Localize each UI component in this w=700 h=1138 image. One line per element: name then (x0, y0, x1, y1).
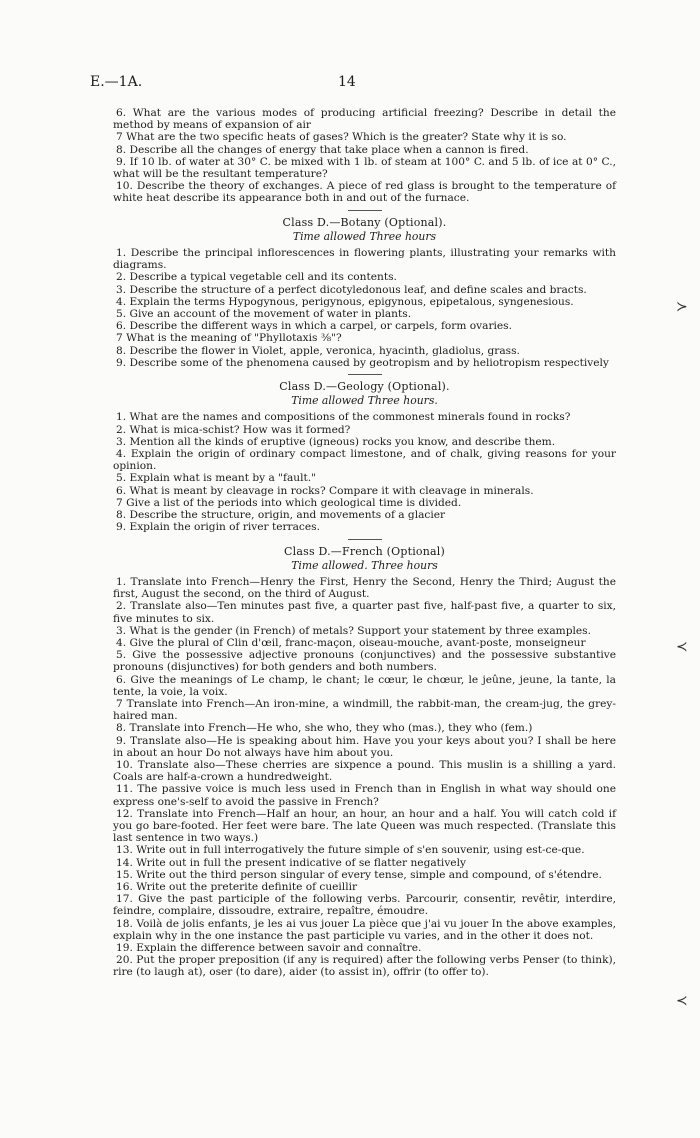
question: 9. Describe some of the phenomena caused by geotropism and by heliotropism respectively (116, 356, 609, 369)
french-section (113, 546, 616, 979)
question: 3. Mention all the kinds of eruptive (igneous) rocks you know, and describe them. (116, 435, 556, 448)
question: 7 Translate into French—An iron-mine, a windmill, the rabbit-man, the cream-jug, the grey-haired man. (113, 697, 616, 723)
question: 3. What is the gender (in French) of metals? Support your statement by three examples. (116, 624, 591, 637)
question: 7 Give a list of the periods into which geological time is divided. (116, 496, 462, 509)
question: 1. Translate into French—Henry the First, Henry the Second, Henry the Third; August the first, August the second, on the third of August. (113, 575, 616, 601)
section-title: Class D.—French (Optional) (284, 544, 445, 558)
margin-binding-mark: ≺ (676, 993, 688, 1009)
time-allowed: Time allowed Three hours (292, 229, 437, 243)
question: 11. The passive voice is much less used in French than in English in what way should one express one's-self to avoid the passive in French? (113, 783, 616, 808)
question: 10. Translate also—These cherries are sixpence a pound. This muslin is a shilling a yard. Coals are half-a-crown a hundredweight. (113, 758, 616, 784)
question: 20. Put the proper preposition (if any is required) after the following verbs Penser (to think), rire (to laugh at), oser (to dare), aider (to assist in), offrir (to offer to). (113, 954, 616, 979)
question: 6. Give the meanings of Le champ, le chant; le cœur, le chœur, le jeûne, jeune, la tante, la tente, la voie, la voix. (113, 673, 616, 698)
section-divider (348, 210, 382, 211)
question: 15. Write out the third person singular of every tense, simple and compound, of s'étendre. (116, 868, 602, 881)
botany-section (113, 217, 616, 369)
question: 9. If 10 lb. of water at 30° C. be mixed with 1 lb. of steam at 100° C. and 5 lb. of ice at 0° C., what will be the resultant temperature? (113, 155, 616, 181)
question: 7 What is the meaning of "Phyllotaxis ⅜"? (116, 332, 342, 345)
physics-continued-section (113, 107, 616, 205)
question: 16. Write out the preterite definite of cueillir (116, 880, 358, 893)
question: 8. Describe the flower in Violet, apple, veronica, hyacinth, gladiolus, grass. (116, 344, 520, 357)
question: 2. What is mica-schist? How was it formed? (116, 423, 351, 436)
question: 1. What are the names and compositions of the commonest minerals found in rocks? (116, 411, 571, 424)
time-allowed: Time allowed Three hours. (291, 394, 438, 408)
time-allowed: Time allowed. Three hours (291, 558, 438, 572)
question: 19. Explain the difference between savoir and connaître. (116, 942, 422, 954)
section-title: Class D.—Botany (Optional). (282, 215, 447, 229)
question: 8. Describe all the changes of energy that take place when a cannon is fired. (116, 143, 529, 156)
question: 6. What are the various modes of producing artificial freezing? Describe in detail the method by means of expansion of air (113, 107, 616, 132)
question: 2. Translate also—Ten minutes past five, a quarter past five, half-past five, a quarter to six, five minutes to six. (113, 600, 616, 625)
question: 4. Explain the origin of ordinary compact limestone, and of chalk, giving reasons for your opinion. (113, 448, 616, 473)
question: 9. Explain the origin of river terraces. (116, 521, 320, 534)
section-title: Class D.—Geology (Optional). (279, 380, 450, 394)
document-code: E.—1A. (90, 74, 143, 90)
geology-section (113, 381, 616, 533)
section-divider (348, 539, 382, 540)
question: 5. Give an account of the movement of water in plants. (116, 308, 412, 321)
question: 4. Give the plural of Clin d'œil, franc-maçon, oiseau-mouche, avant-poste, monseigneur (116, 636, 586, 649)
question: 2. Describe a typical vegetable cell and its contents. (116, 271, 397, 284)
margin-binding-mark: ≻ (676, 299, 688, 315)
question: 8. Translate into French—He who, she who, they who (mas.), they who (fem.) (116, 722, 533, 735)
question: 5. Explain what is meant by a "fault." (116, 472, 316, 485)
question: 5. Give the possessive adjective pronouns (conjunctives) and the possessive substantive pronouns (disjunctives) for both genders and both numbers. (113, 649, 616, 674)
question: 1. Describe the principal inflorescences in flowering plants, illustrating your remarks with diagrams. (113, 247, 616, 272)
section-divider (348, 374, 382, 375)
question: 18. Voilà de jolis enfants, je les ai vus jouer La pièce que j'ai vu jouer In the above examples, explain why in the one instance the past participle vu varies, and in the other it does not. (113, 917, 616, 942)
question: 9. Translate also—He is speaking about him. Have you your keys about you? I shall be here in about an hour Do not always have him about you. (113, 734, 616, 759)
question: 4. Explain the terms Hypogynous, perigynous, epigynous, epipetalous, syngenesious. (116, 295, 574, 308)
question: 13. Write out in full interrogatively the future simple of s'en souvenir, using est-ce-que. (116, 844, 585, 857)
page-content (113, 104, 616, 979)
question: 7 What are the two specific heats of gases? Which is the greater? State why it is so. (116, 131, 567, 144)
question: 8. Describe the structure, origin, and movements of a glacier (116, 509, 446, 522)
question: 6. What is meant by cleavage in rocks? Compare it with cleavage in minerals. (116, 484, 534, 497)
question: 17. Give the past participle of the following verbs. Parcourir, consentir, revêtir, interdire, feindre, complaire, dissoudre, extraire, repaître, émoudre. (113, 893, 616, 918)
question: 3. Describe the structure of a perfect dicotyledonous leaf, and define scales and bracts. (116, 283, 587, 296)
question: 14. Write out in full the present indicative of se flatter negatively (116, 856, 466, 869)
question: 6. Describe the different ways in which a carpel, or carpels, form ovaries. (116, 320, 512, 333)
question: 10. Describe the theory of exchanges. A piece of red glass is brought to the temperature of white heat describe its appearance both in and out of the furnace. (113, 180, 616, 205)
margin-binding-mark: ≺ (676, 639, 688, 655)
page-number: 14 (338, 74, 356, 90)
question: 12. Translate into French—Half an hour, an hour, an hour and a half. You will catch cold if you go bare-footed. Her feet were bare. The late Queen was much respected. (Translate this last sentence in two ways.) (113, 807, 616, 845)
